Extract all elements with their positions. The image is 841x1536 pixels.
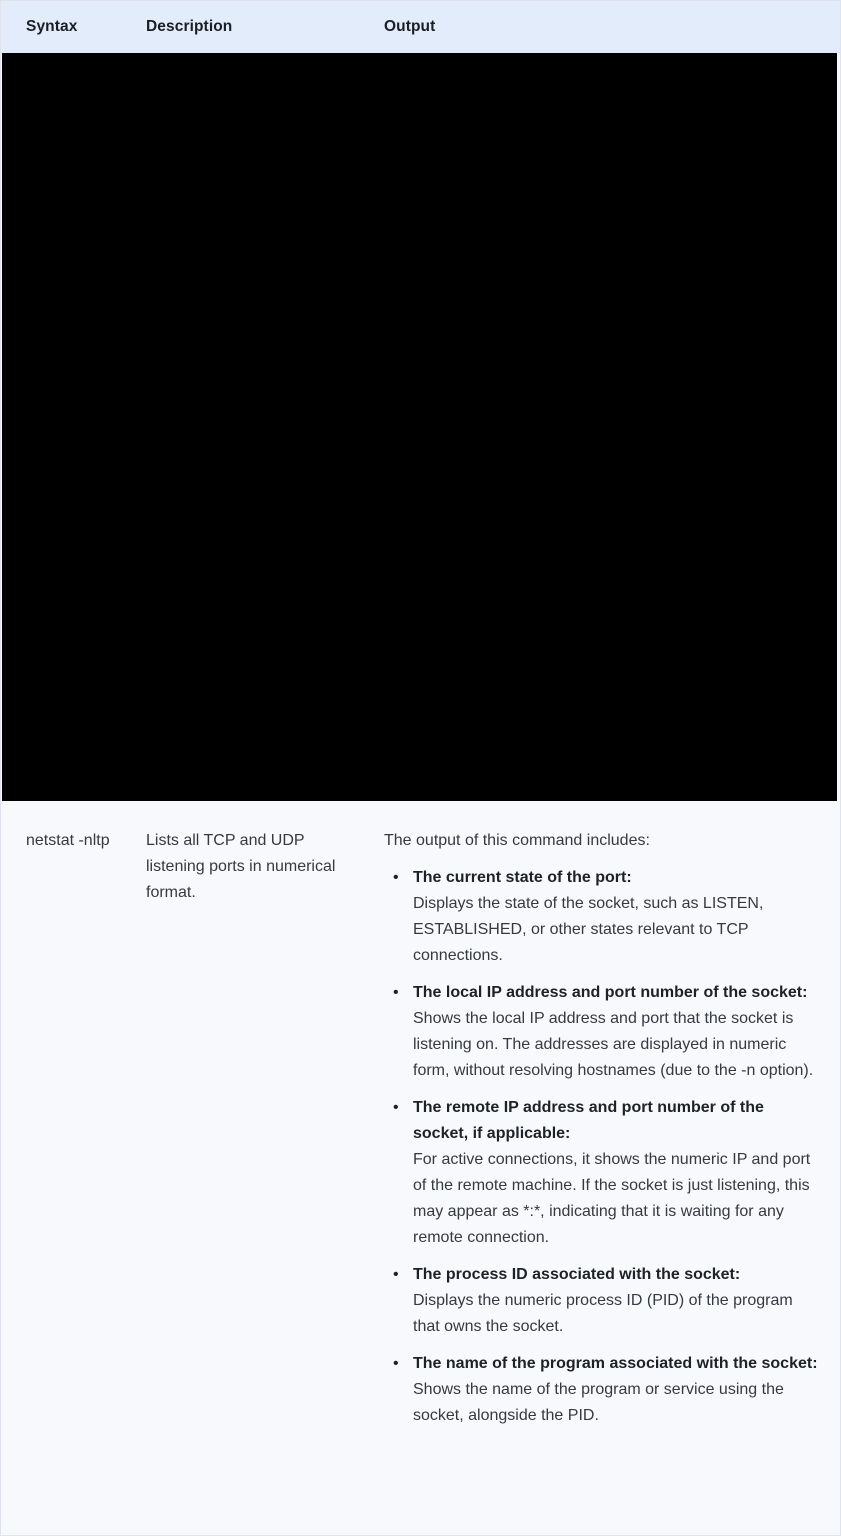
bullet-title: • The process ID associated with the socket: — [413, 1266, 741, 1283]
bullet-body: Displays the numeric process ID (PID) of the program that owns the socket. — [413, 1292, 793, 1335]
list-item — [384, 1262, 819, 1340]
output-cell — [384, 828, 840, 1429]
bullet-body: Shows the local IP address and port that the socket is listening on. The addresses are displayed in numeric form, without resolving hostnames (due to the -n option). — [413, 1010, 814, 1079]
bullet-title: • The local IP address and port number of the socket: — [413, 984, 808, 1001]
header-cell-syntax: Syntax — [26, 18, 78, 35]
list-item — [384, 1351, 819, 1429]
bullet-body: Shows the name of the program or service using the socket, alongside the PID. — [413, 1381, 784, 1424]
output-intro-text: The output of this command includes: — [384, 832, 650, 849]
header-cell-output: Output — [384, 18, 436, 35]
terminal-screenshot-image — [2, 53, 837, 801]
list-item — [384, 980, 819, 1084]
bullet-title: • The name of the program associated with the socket: — [413, 1355, 818, 1372]
bullet-title: • The remote IP address and port number of the socket, if applicable: — [413, 1099, 764, 1142]
description-cell: Lists all TCP and UDP listening ports in numerical format. — [146, 832, 336, 901]
bullet-body: For active connections, it shows the numeric IP and port of the remote machine. If the socket is just listening, this may appear as *:*, indicating that it is waiting for any remote connection. — [413, 1151, 811, 1246]
list-item — [384, 1095, 819, 1251]
list-item — [384, 865, 819, 969]
bullet-title: • The current state of the port: — [413, 869, 632, 886]
header-cell-description: Description — [146, 18, 233, 35]
table-header-row — [1, 1, 840, 53]
bullet-body: Displays the state of the socket, such as LISTEN, ESTABLISHED, or other states relevant to TCP connections. — [413, 895, 764, 964]
table-row — [1, 801, 840, 1535]
output-bullet-list — [384, 865, 819, 1429]
syntax-cell: netstat -nltp — [26, 832, 110, 849]
